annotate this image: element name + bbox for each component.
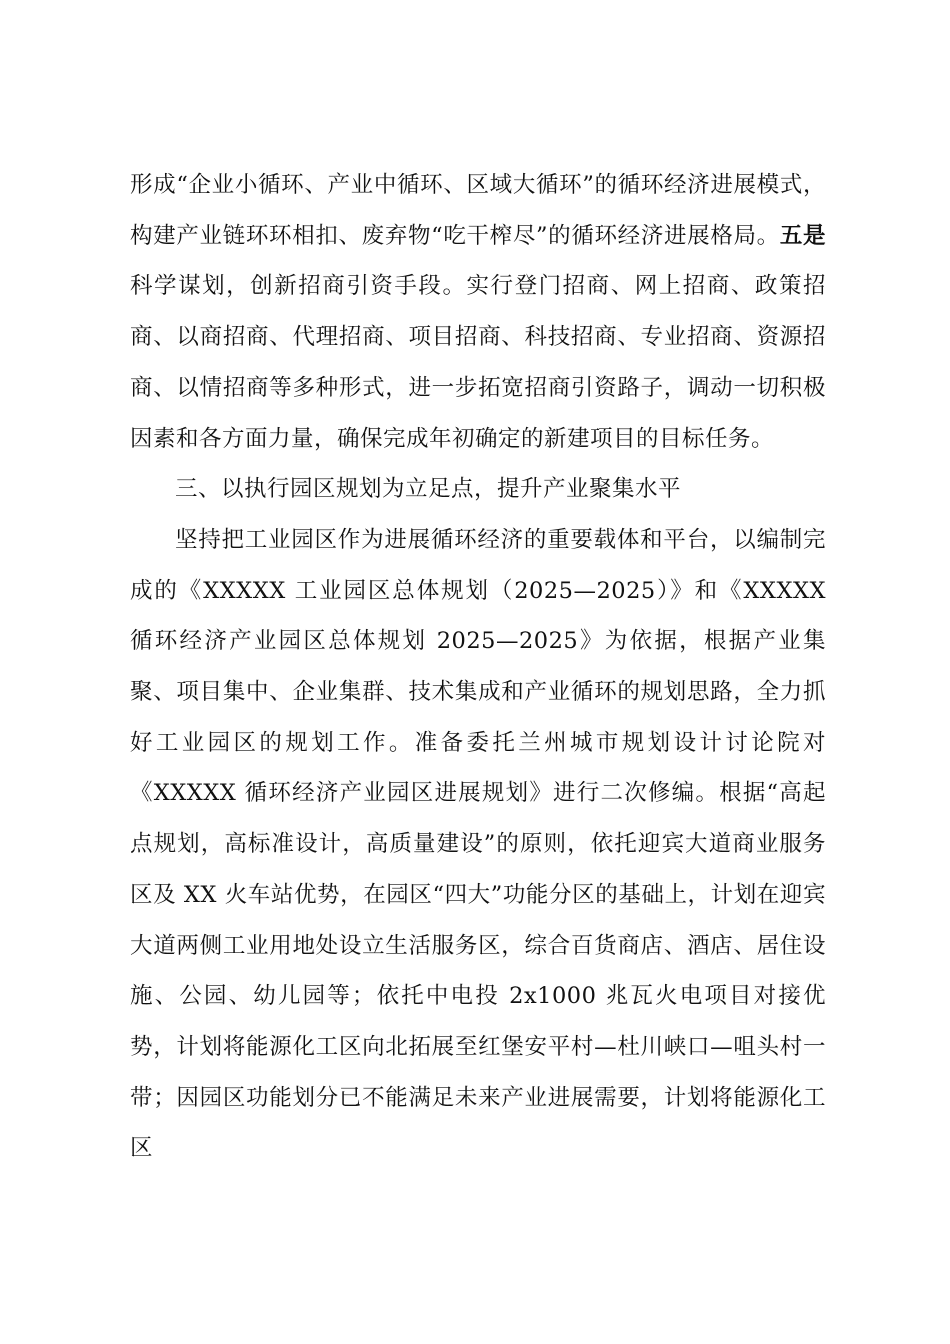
paragraph: 坚持把工业园区作为进展循环经济的重要载体和平台，以编制完成的《XXXXX 工业园区总体规划（2025—2025）》和《XXXXX 循环经济产业园区总体规划 2025—2025》为依据，根据产业集聚、项目集中、企业集群、技术集成和产业循环的规划思路，全力抓好工业园区的规划工作。准备委托兰州城市规划设计讨论院对《XXXXX 循环经济产业园区进展规划》进行二次修编。根据“高起点规划，高标准设计，高质量建设”的原则，依托迎宾大道商业服务区及 XX 火车站优势，在园区“四大”功能分区的基础上，计划在迎宾大道两侧工业用地处设立生活服务区，综合百货商店、酒店、居住设施、公园、幼儿园等；依托中电投 2x1000 兆瓦火电项目对接优势，计划将能源化工区向北拓展至红堡安平村—杜川峡口—咀头村一带；因园区功能划分已不能满足未来产业进展需要，计划将能源化工区 bbox=[130, 526, 826, 1162]
paragraph-text: 科学谋划，创新招商引资手段。实行登门招商、网上招商、政策招商、以商招商、代理招商、项目招商、科技招商、专业招商、资源招商、以情招商等多种形式，进一步拓宽招商引资路子，调动一切积极因素和各方面力量，确保完成年初确定的新建项目的目标任务。 bbox=[130, 273, 826, 452]
paragraph-continued bbox=[130, 160, 826, 464]
emphasis-label: 五是 bbox=[779, 222, 826, 249]
paragraph-text: 形成“企业小循环、产业中循环、区域大循环”的循环经济进展模式，构建产业链环环相扣、废弃物“吃干榨尽”的循环经济进展格局。 bbox=[130, 172, 826, 249]
document-body bbox=[130, 160, 826, 1174]
section-heading: 三、以执行园区规划为立足点，提升产业聚集水平 bbox=[175, 476, 682, 503]
